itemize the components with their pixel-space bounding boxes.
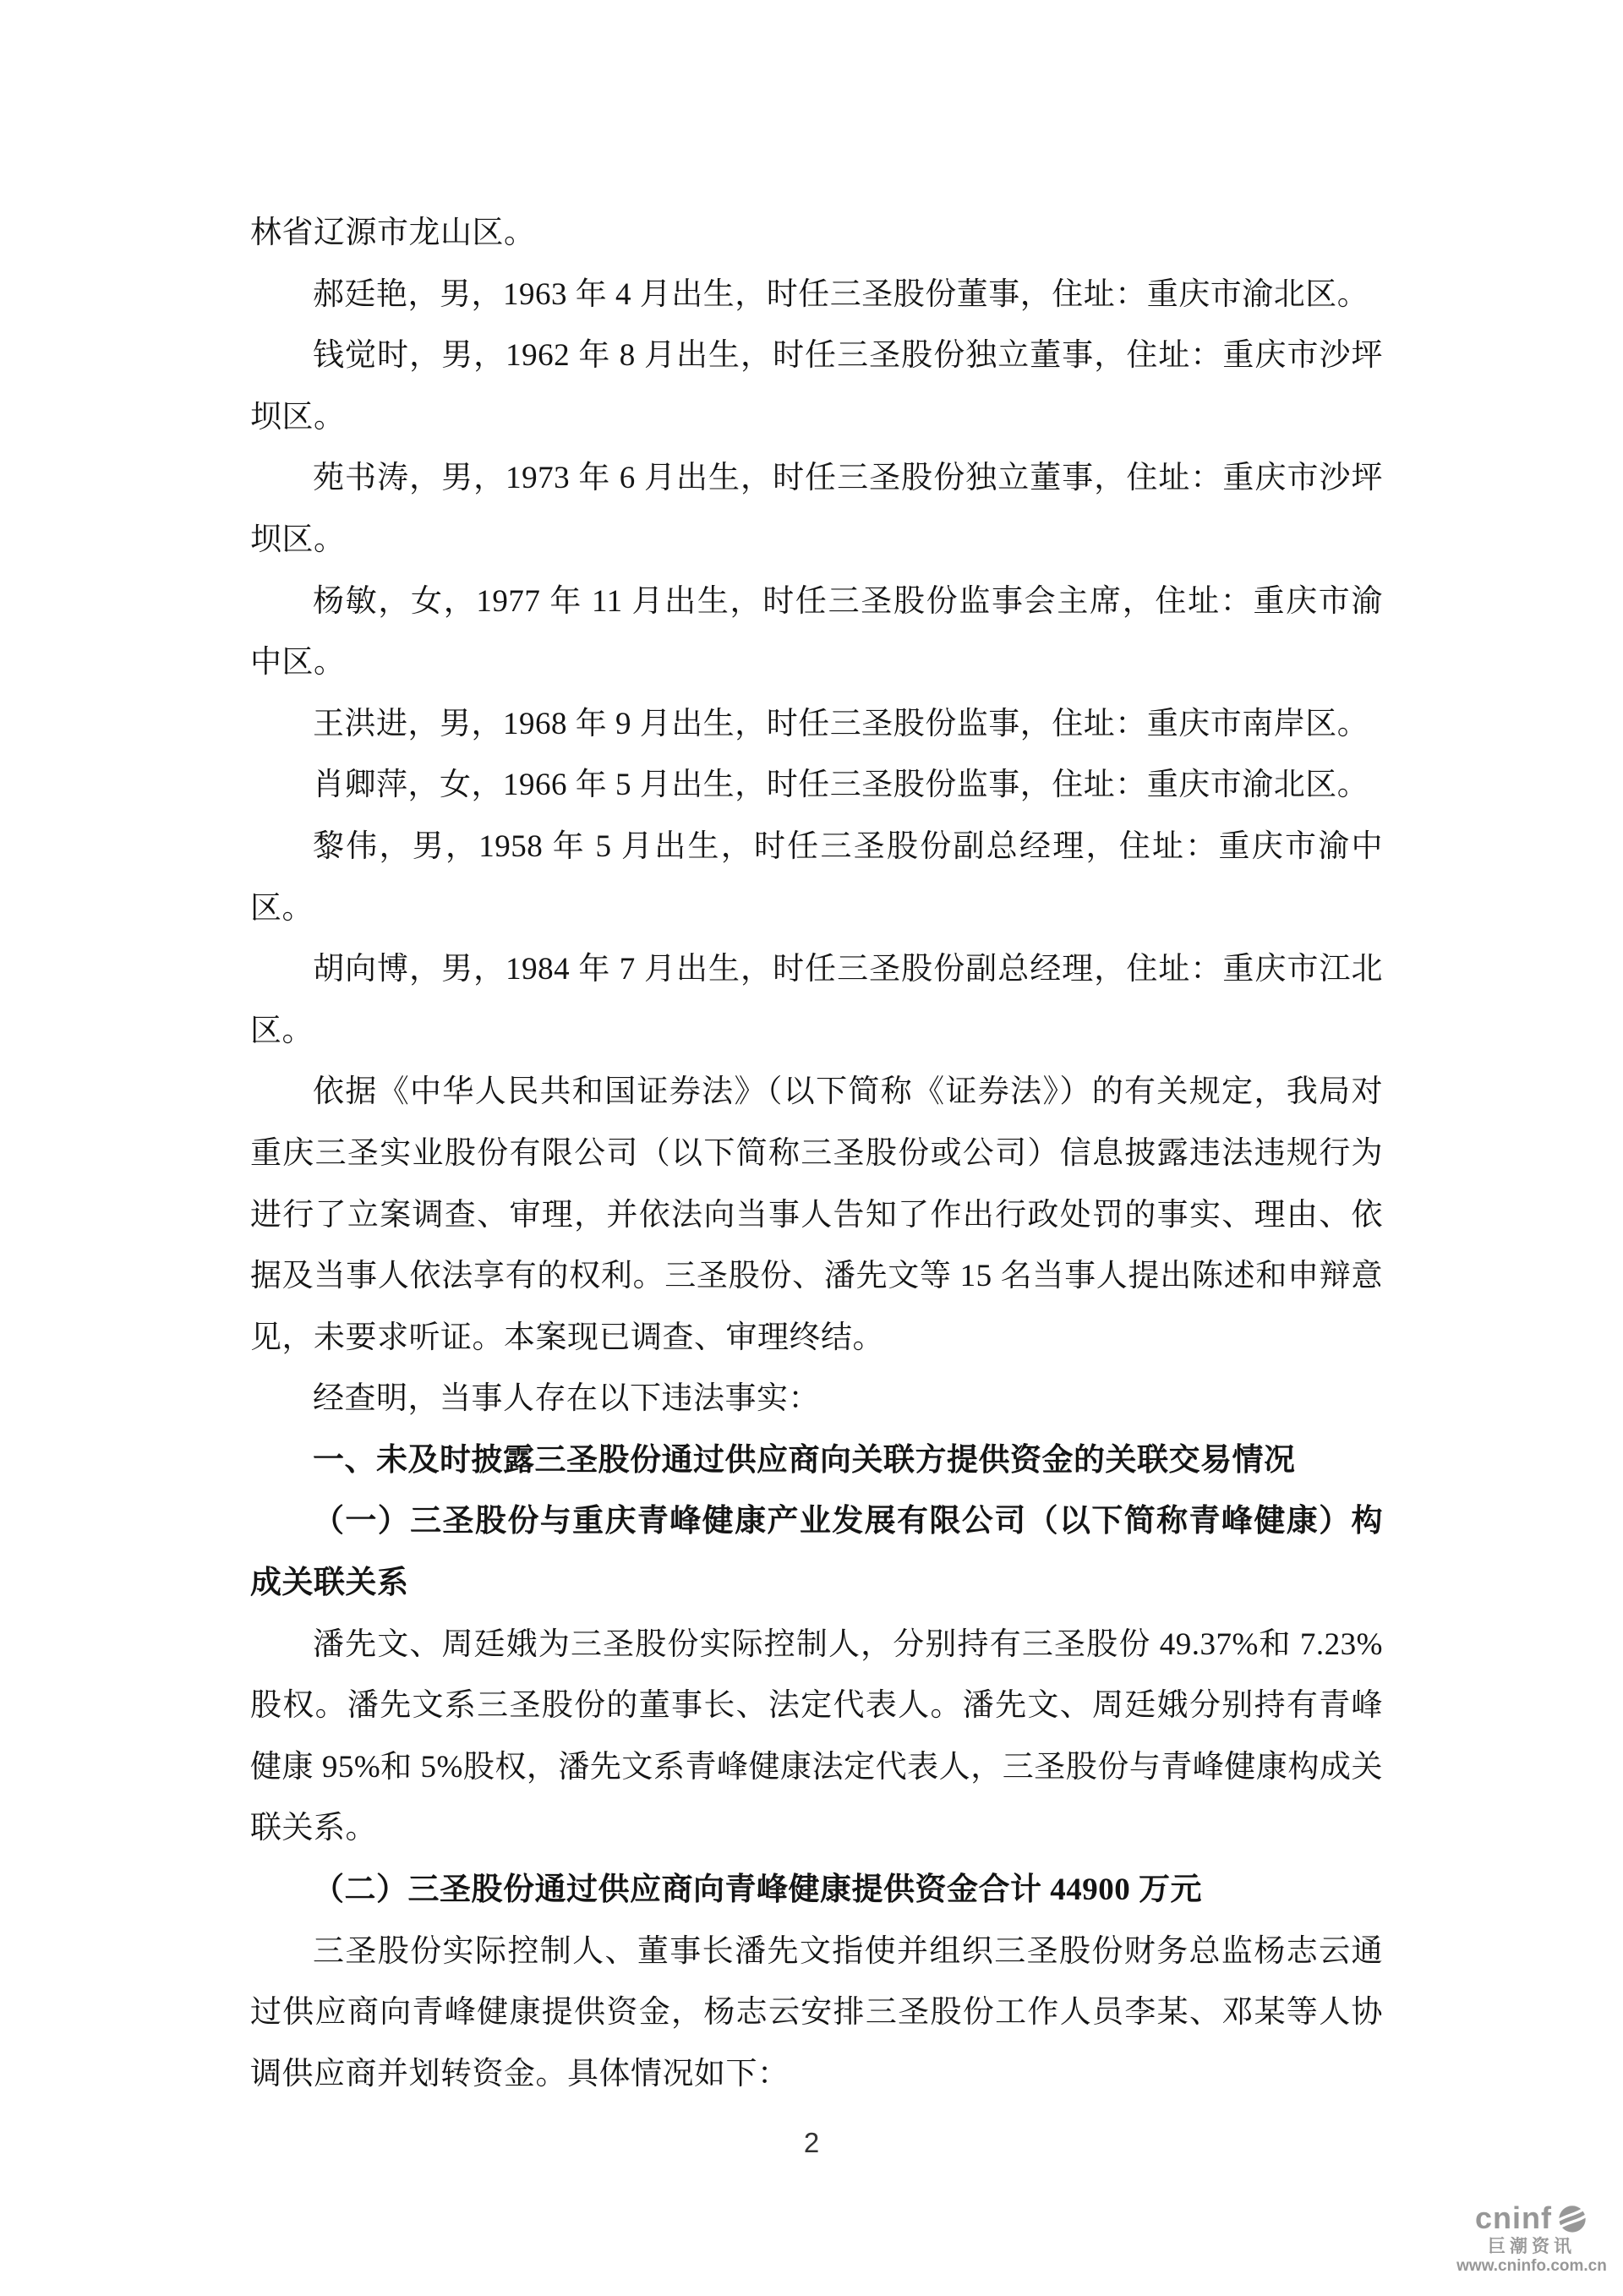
- paragraph: 一、未及时披露三圣股份通过供应商向关联方提供资金的关联交易情况: [313, 1442, 1296, 1478]
- cninfo-url: www.cninfo.com.cn: [1456, 2257, 1607, 2276]
- cninfo-chinese-name: 巨潮资讯: [1488, 2237, 1576, 2257]
- cninfo-brand-text: cninf: [1475, 2200, 1552, 2236]
- paragraph: 钱觉时，男，1962 年 8 月出生，时任三圣股份独立董事，住址：重庆市沙坪坝区。: [250, 338, 1383, 435]
- paragraph: 林省辽源市龙山区。: [250, 216, 536, 250]
- paragraph: 苑书涛，男，1973 年 6 月出生，时任三圣股份独立董事，住址：重庆市沙坪坝区。: [250, 461, 1383, 557]
- paragraph: 肖卿萍，女，1966 年 5 月出生，时任三圣股份监事，住址：重庆市渝北区。: [313, 768, 1369, 803]
- paragraph: 王洪进，男，1968 年 9 月出生，时任三圣股份监事，住址：重庆市南岸区。: [313, 706, 1369, 741]
- paragraph: 潘先文、周廷娥为三圣股份实际控制人，分别持有三圣股份 49.37%和 7.23%股权。潘先文系三圣股份的董事长、法定代表人。潘先文、周廷娥分别持有青峰健康 95%和 5%股权，潘先文系青峰健康法定代表人，三圣股份与青峰健康构成关联关系。: [250, 1626, 1383, 1846]
- paragraph: 胡向博，男，1984 年 7 月出生，时任三圣股份副总经理，住址：重庆市江北区。: [250, 952, 1383, 1048]
- cninfo-logo-row: [1454, 2201, 1609, 2235]
- globe-icon: [1556, 2202, 1588, 2234]
- paragraph: 经查明，当事人存在以下违法事实：: [313, 1381, 820, 1417]
- paragraph: （二）三圣股份通过供应商向青峰健康提供资金合计 44900 万元: [313, 1872, 1202, 1908]
- paragraph: 杨敏，女，1977 年 11 月出生，时任三圣股份监事会主席，住址：重庆市渝中区。: [250, 583, 1383, 681]
- paragraph: 黎伟，男，1958 年 5 月出生，时任三圣股份副总经理，住址：重庆市渝中区。: [250, 828, 1383, 926]
- document-body: [250, 203, 1383, 2105]
- page-number: 2: [803, 2127, 820, 2158]
- cninfo-watermark: [1454, 2201, 1609, 2276]
- paragraph: 依据《中华人民共和国证券法》（以下简称《证券法》）的有关规定，我局对重庆三圣实业股份有限公司（以下简称三圣股份或公司）信息披露违法违规行为进行了立案调查、审理，并依法向当事人告知了作出行政处罚的事实、理由、依据及当事人依法享有的权利。三圣股份、潘先文等 15 名当事人提出陈述和申辩意见，未要求听证。本案现已调查、审理终结。: [250, 1074, 1383, 1355]
- paragraph: 郝廷艳，男，1963 年 4 月出生，时任三圣股份董事，住址：重庆市渝北区。: [313, 276, 1369, 312]
- paragraph: （一）三圣股份与重庆青峰健康产业发展有限公司（以下简称青峰健康）构成关联关系: [250, 1504, 1383, 1601]
- paragraph: 三圣股份实际控制人、董事长潘先文指使并组织三圣股份财务总监杨志云通过供应商向青峰健康提供资金，杨志云安排三圣股份工作人员李某、邓某等人协调供应商并划转资金。具体情况如下：: [250, 1933, 1383, 2091]
